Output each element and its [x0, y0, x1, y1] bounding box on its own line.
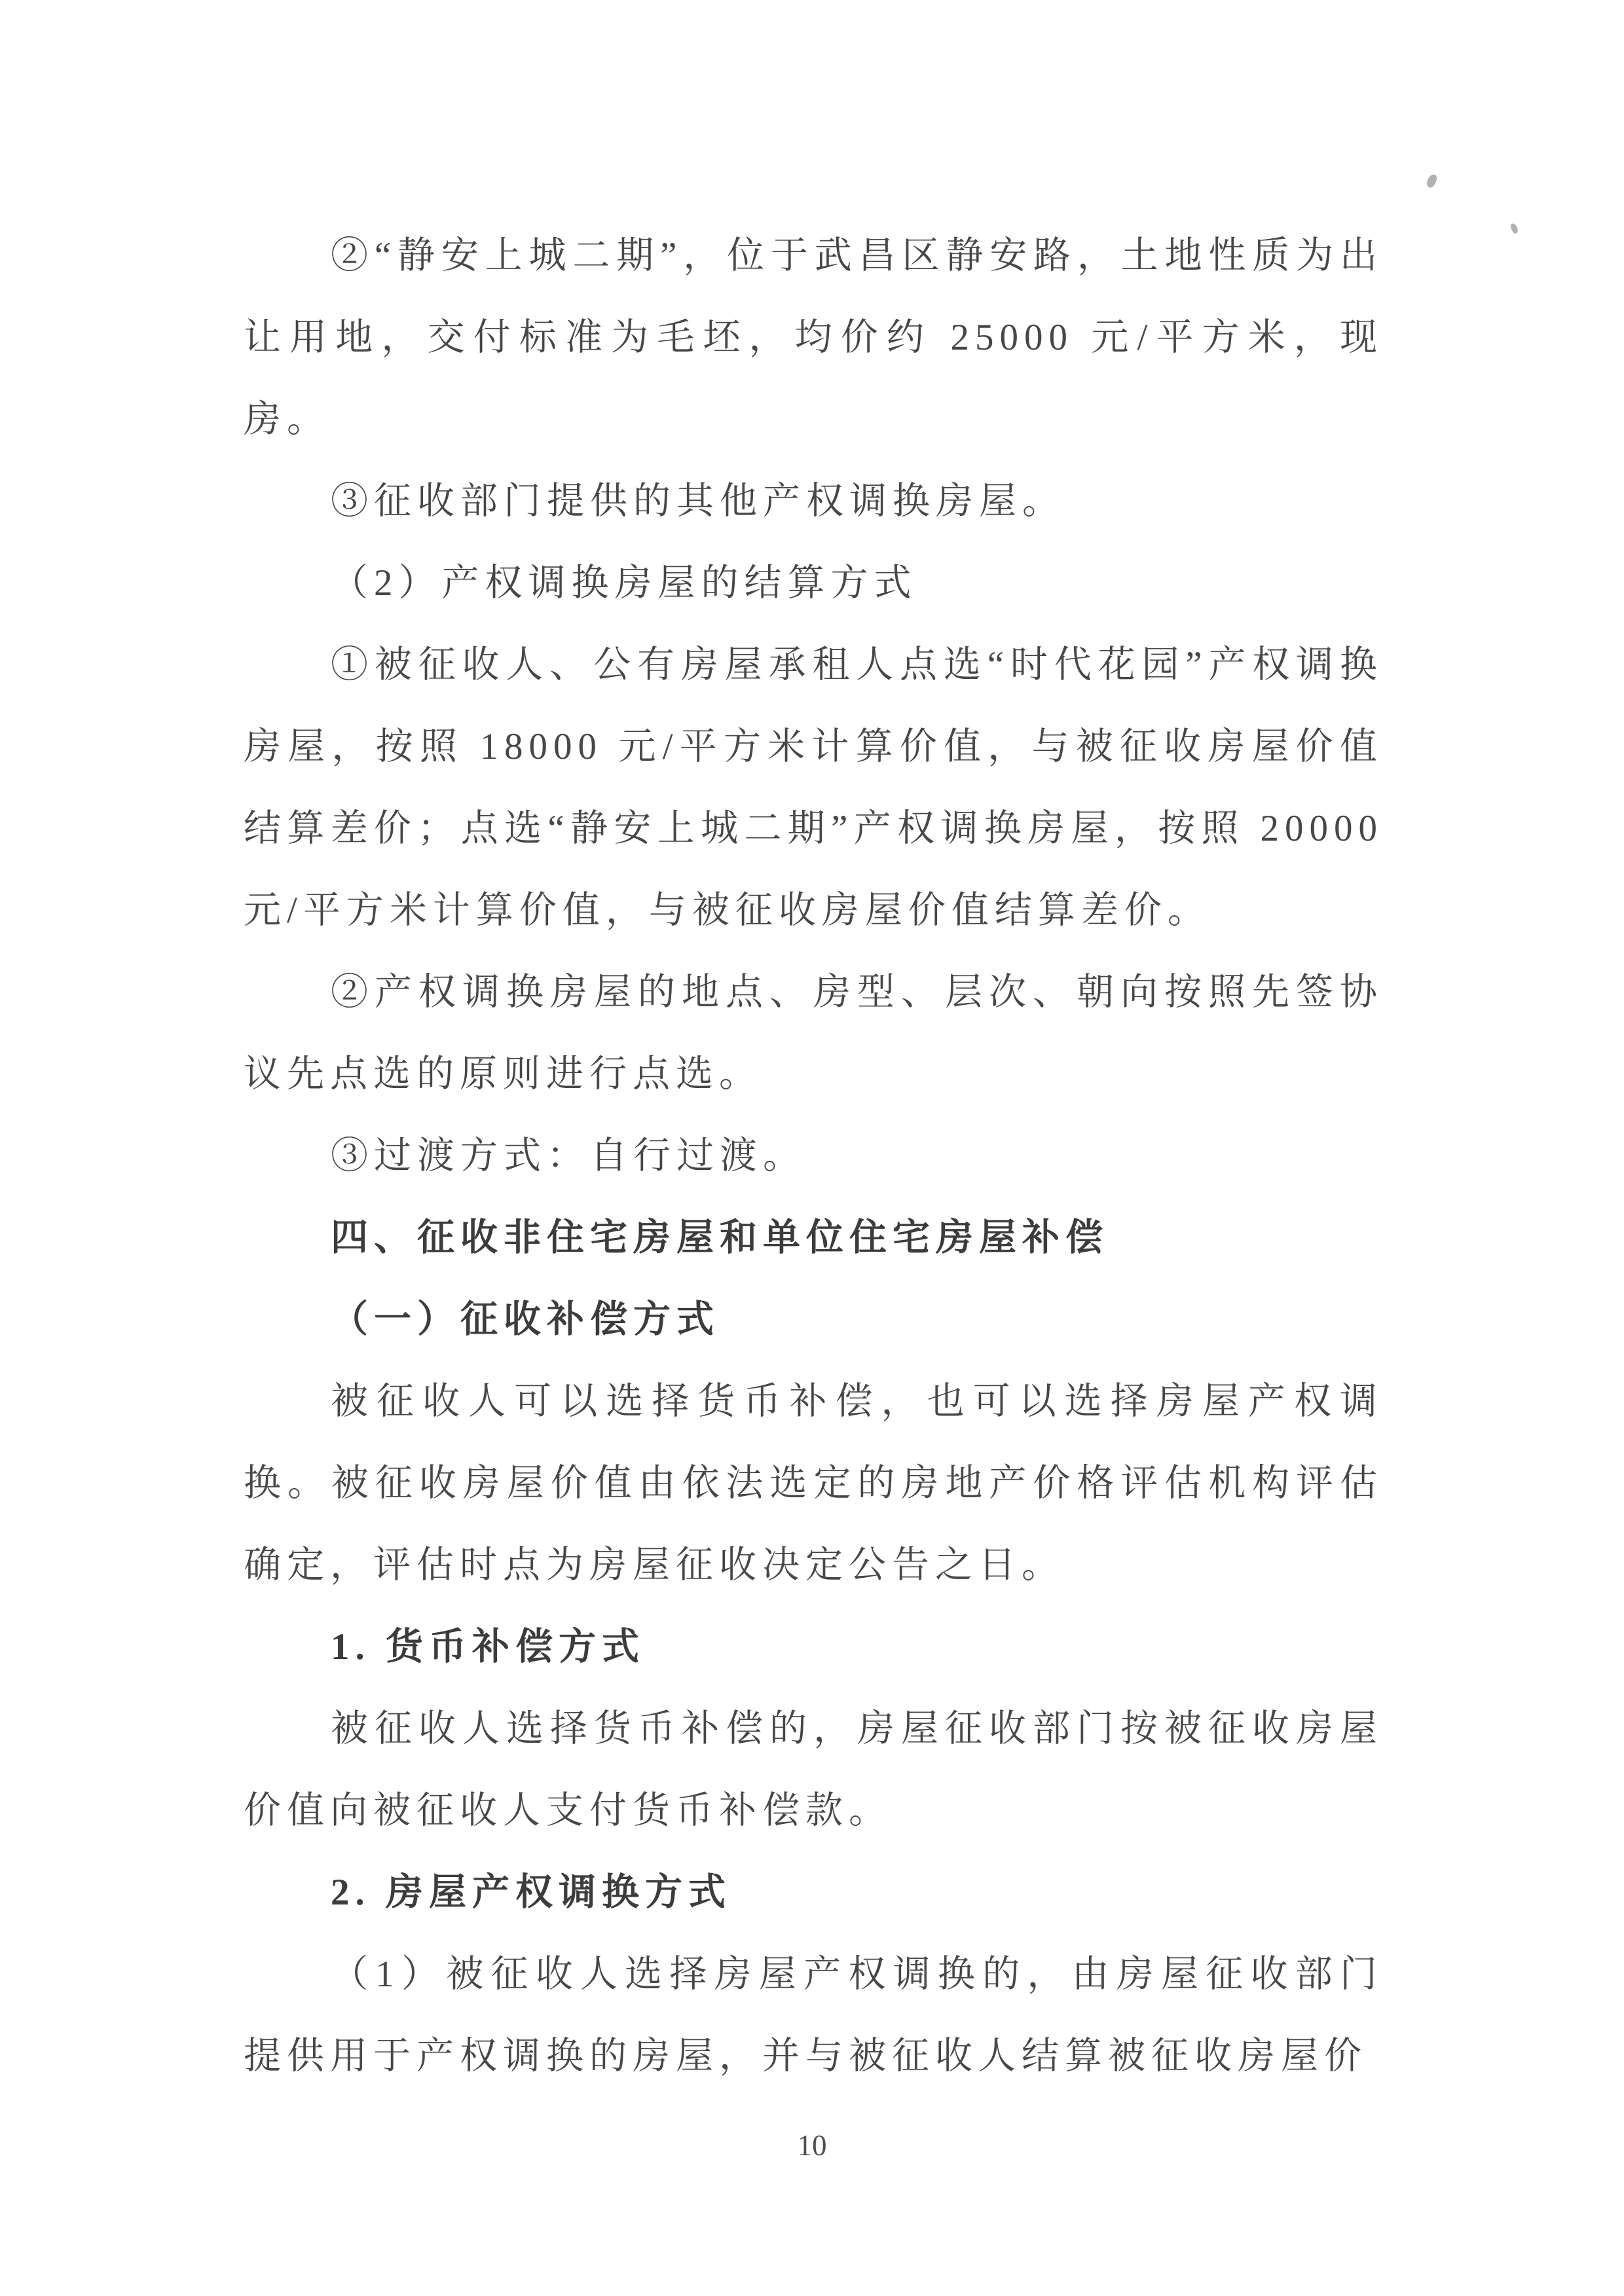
para-property-exchange-detail: （1）被征收人选择房屋产权调换的，由房屋征收部门提供用于产权调换的房屋，并与被征收人结算被征收房屋价: [244, 1954, 1383, 2077]
heading-section-four: 四、征收非住宅房屋和单位住宅房屋补偿: [331, 1216, 1109, 1258]
page-number: 10: [797, 2129, 827, 2162]
body-text: [244, 215, 1383, 2097]
heading-1-monetary-compensation: 1. 货币补偿方式: [331, 1626, 645, 1667]
scan-speck-icon: [1426, 173, 1438, 189]
scan-speck-icon: [1509, 223, 1519, 234]
para-compensation-choice: 被征收人可以选择货币补偿，也可以选择房屋产权调换。被征收房屋价值由依法选定的房地产价格评估机构评估确定，评估时点为房屋征收决定公告之日。: [244, 1381, 1383, 1586]
para-2-settlement-method-title: （2）产权调换房屋的结算方式: [331, 562, 917, 604]
para-monetary-compensation-detail: 被征收人选择货币补偿的，房屋征收部门按被征收房屋价值向被征收人支付货币补偿款。: [244, 1708, 1383, 1831]
para-item2-jingan-phase2: ②“静安上城二期”，位于武昌区静安路，土地性质为出让用地，交付标准为毛坯，均价约 25000 元/平方米，现房。: [244, 235, 1383, 440]
heading-sub-one-compensation-method: （一）征收补偿方式: [331, 1299, 720, 1340]
para-item3-other-exchange-houses: ③征收部门提供的其他产权调换房屋。: [331, 481, 1065, 522]
para-item1-settlement-detail: ①被征收人、公有房屋承租人点选“时代花园”产权调换房屋，按照 18000 元/平方米计算价值，与被征收房屋价值结算差价；点选“静安上城二期”产权调换房屋，按照 20000 元/平方米计算价值，与被征收房屋价值结算差价。: [244, 644, 1383, 931]
para-item3-transition-method: ③过渡方式：自行过渡。: [331, 1135, 806, 1176]
heading-2-property-exchange: 2. 房屋产权调换方式: [331, 1872, 731, 1913]
para-item2-selection-order: ②产权调换房屋的地点、房型、层次、朝向按照先签协议先点选的原则进行点选。: [244, 972, 1383, 1095]
